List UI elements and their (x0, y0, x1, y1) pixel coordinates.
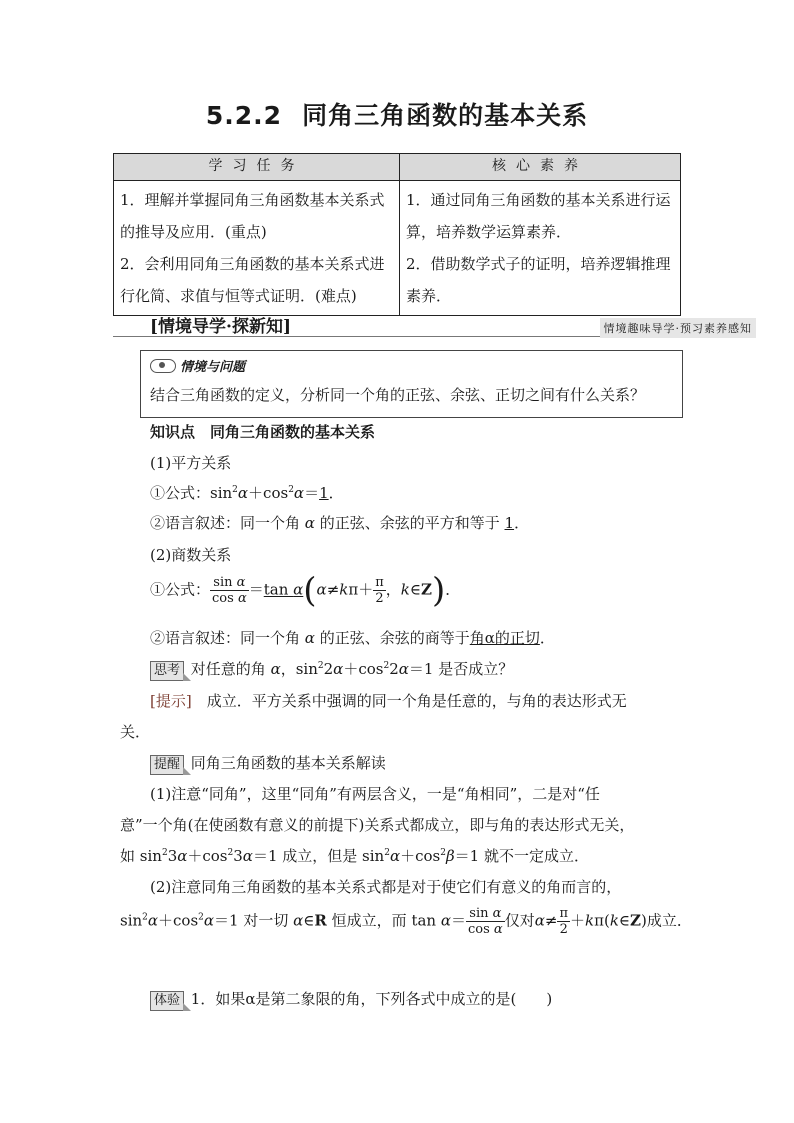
remind-p1-line3: 如 $\sin^23\alpha+\cos^23\alpha=1$ 成立，但是 $\sin^2\alpha+\cos^2\beta=1$ 就不一定成立． (120, 847, 589, 865)
objectives-table (113, 153, 681, 316)
square-desc-prefix: ②语言叙述：同一个角 (150, 514, 301, 532)
think-question: 思考 对任意的角 α，$\sin^22\alpha+\cos^22\alpha=1$ 是否成立？ (150, 658, 513, 681)
learning-task-2: 2．会利用同角三角函数的基本关系式进行化简、求值与恒等式证明．(难点) (120, 255, 385, 305)
core-literacy-2: 2．借助数学式子的证明，培养逻辑推理素养． (406, 255, 671, 305)
square-desc-answer: 1 (504, 514, 515, 532)
scenario-text: 结合三角函数的定义，分析同一个角的正弦、余弦、正切之间有什么关系？ (150, 386, 646, 404)
remind-p2-line1: (2)注意同角三角函数的基本关系式都是对于使它们有意义的角而言的， (150, 878, 622, 896)
section-number: 5.2.2 (205, 101, 283, 130)
quotient-description: ②语言叙述：同一个角 α 的正弦、余弦的商等于角α的正切． (150, 629, 555, 647)
learning-task-1: 1．理解并掌握同角三角函数基本关系式的推导及应用．(重点) (120, 191, 385, 241)
think-tag: 思考 (150, 661, 184, 681)
knowledge-heading: 知识点 同角三角函数的基本关系 (150, 423, 376, 441)
pi-over-2-fraction: $\frac{\pi}{2}$ (375, 575, 384, 606)
remind-p1-line2: 意”一个角(在使函数有意义的前提下)关系式都成立，即与角的表达形式无关， (120, 816, 635, 834)
quotient-formula: ①公式： $\frac{\text{sin α}}{\text{cos α}}$ ＝tan α(α≠kπ＋ $\frac{\pi}{2}$ ，k∈Z)． (150, 570, 461, 611)
square-relation-title: (1)平方关系 (150, 454, 232, 472)
exercise-tag: 体验 (150, 991, 184, 1011)
scenario-heading-text: 情境与问题 (180, 360, 246, 375)
p1-line3-b: 成立，但是 (282, 847, 358, 865)
quotient-relation-title: (2)商数关系 (150, 546, 232, 564)
square-description: ②语言叙述：同一个角 α 的正弦、余弦的平方和等于 1． (150, 514, 530, 532)
page-title (0, 96, 794, 132)
sin-over-cos-fraction: $\frac{\text{sin α}}{\text{cos α}}$ (212, 575, 247, 606)
learning-tasks-header: 学习任务 (114, 154, 400, 181)
core-literacy-1: 1．通过同角三角函数的基本关系进行运算，培养数学运算素养． (406, 191, 671, 241)
learning-tasks-cell (114, 181, 400, 316)
quotient-desc-prefix: ②语言叙述：同一个角 (150, 629, 301, 647)
p1-line3-c: 就不一定成立． (483, 847, 589, 865)
square-formula-answer: 1 (319, 484, 329, 502)
p2-line2-d: 成立． (646, 911, 692, 930)
core-literacy-cell (400, 181, 681, 316)
exercise (150, 988, 552, 1011)
section-tag: 情境趣味导学·预习素养感知 (600, 318, 757, 338)
square-formula-prefix: ①公式： (150, 484, 211, 502)
p2-line2-c: 仅对 (504, 911, 535, 930)
scenario-heading (150, 356, 245, 375)
remind-p1-line1: (1)注意“同角”，这里“同角”有两层含义，一是“角相同”，二是对“任 (150, 785, 600, 803)
remind-tag: 提醒 (150, 755, 184, 775)
hint-text: 成立．平方关系中强调的同一个角是任意的，与角的表达形式无 (206, 692, 627, 710)
tan-fraction: $\frac{\text{sin α}}{\text{cos α}}$ (468, 906, 503, 937)
exercise-text: 1．如果α是第二象限的角，下列各式中成立的是( ) (190, 990, 553, 1008)
quotient-formula-prefix: ①公式： (150, 580, 211, 599)
p2-line2-b: 恒成立，而 (331, 911, 407, 930)
scenario-icon (150, 359, 176, 373)
quotient-desc-mid: 的正弦、余弦的商等于 (319, 629, 470, 647)
think-question-suffix: 是否成立？ (438, 660, 514, 678)
think-question-prefix: 对任意的角 (190, 660, 266, 678)
p1-line3-a: 如 (120, 847, 136, 865)
section-heading: [情境导学·探新知] (150, 317, 292, 337)
remind-p2-line2: $\sin^2\alpha+\cos^2\alpha=1$ 对一切 α∈R 恒成立，而 tan α＝ $\frac{\text{sin α}}{\text{cos α}}$ 仅对α≠ $\frac{\pi}{2}$ ＋kπ(k∈Z)成立． (120, 906, 692, 937)
core-literacy-header: 核心素养 (400, 154, 681, 181)
remind-heading (150, 752, 386, 775)
think-hint (150, 690, 627, 711)
pi-over-2-fraction-2: $\frac{\pi}{2}$ (559, 906, 568, 937)
quotient-desc-answer: 角α的正切 (469, 629, 540, 647)
p2-line2-a: 对一切 (243, 911, 289, 930)
hint-label: [提示] (150, 692, 192, 710)
square-desc-mid: 的正弦、余弦的平方和等于 (319, 514, 500, 532)
think-hint-continued: 关． (120, 723, 151, 741)
section-title: 同角三角函数的基本关系 (302, 101, 589, 130)
remind-title: 同角三角函数的基本关系解读 (190, 754, 386, 772)
square-formula: ①公式：$\sin^2\alpha+\cos^2\alpha=1$． (150, 484, 344, 502)
